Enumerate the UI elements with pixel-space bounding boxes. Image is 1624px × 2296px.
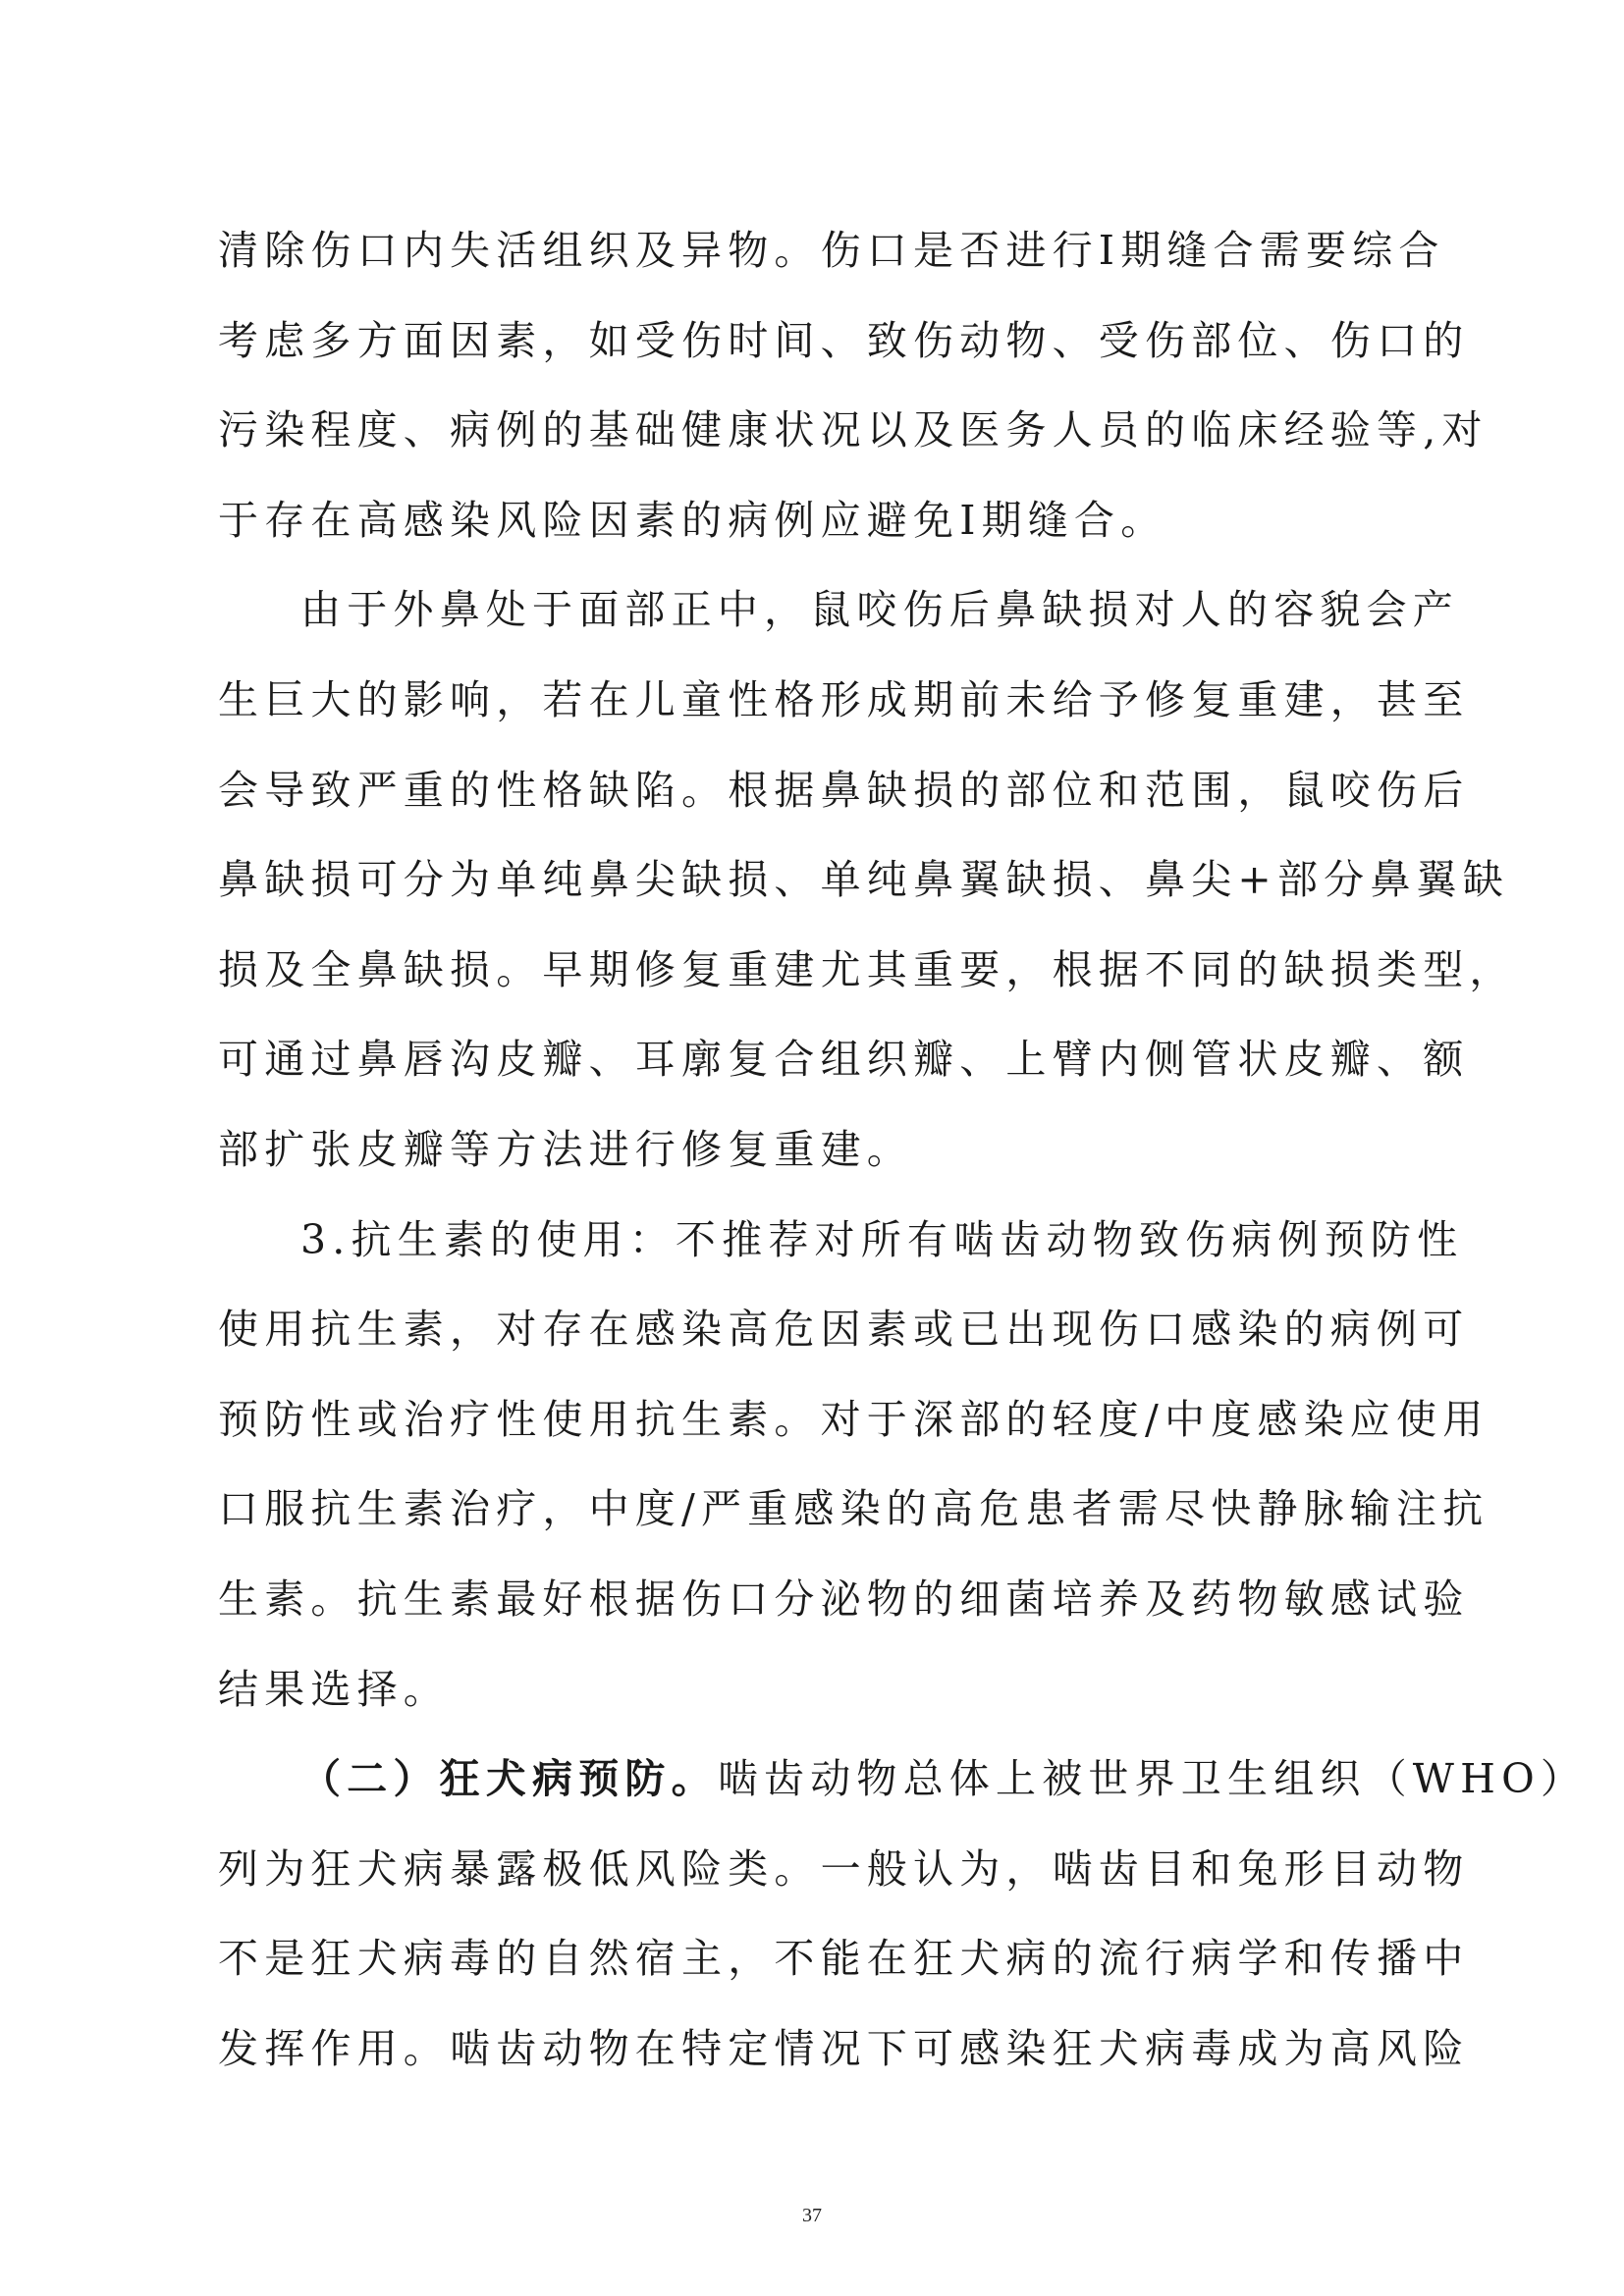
section-heading-rest: 啮齿动物总体上被世界卫生组织（WHO）	[717, 1755, 1588, 1803]
section-heading: （二）狂犬病预防。	[300, 1755, 718, 1803]
text-line: 不是狂犬病毒的自然宿主，不能在狂犬病的流行病学和传播中	[218, 1935, 1470, 1983]
text-line: 列为狂犬病暴露极低风险类。一般认为，啮齿目和兔形目动物	[218, 1844, 1470, 1893]
text-line: 发挥作用。啮齿动物在特定情况下可感染狂犬病毒成为高风险	[218, 2024, 1470, 2072]
text-line: 损及全鼻缺损。早期修复重建尤其重要，根据不同的缺损类型，	[218, 945, 1516, 993]
text-line: 生素。抗生素最好根据伤口分泌物的细菌培养及药物敏感试验	[218, 1575, 1470, 1623]
paragraph-first-line: 3.抗生素的使用：不推荐对所有啮齿动物致伤病例预防性	[300, 1215, 1464, 1263]
text-line: 使用抗生素，对存在感染高危因素或已出现伤口感染的病例可	[218, 1306, 1470, 1354]
text-line: 可通过鼻唇沟皮瓣、耳廓复合组织瓣、上臂内侧管状皮瓣、额	[218, 1036, 1470, 1084]
text-line: 口服抗生素治疗，中度/严重感染的高危患者需尽快静脉输注抗	[218, 1485, 1489, 1533]
text-line: 污染程度、病例的基础健康状况以及医务人员的临床经验等,对	[218, 406, 1489, 454]
text-line: 生巨大的影响，若在儿童性格形成期前未给予修复重建，甚至	[218, 675, 1470, 723]
text-line: 部扩张皮瓣等方法进行修复重建。	[218, 1125, 913, 1173]
text-line: 预防性或治疗性使用抗生素。对于深部的轻度/中度感染应使用	[218, 1395, 1489, 1443]
page-number: 37	[802, 2205, 822, 2226]
section-heading-line	[218, 1735, 1588, 1825]
text-line: 会导致严重的性格缺陷。根据鼻缺损的部位和范围，鼠咬伤后	[218, 766, 1470, 814]
body-text	[218, 206, 1588, 2094]
text-line: 于存在高感染风险因素的病例应避免Ⅰ期缝合。	[218, 496, 1167, 544]
text-line: 考虑多方面因素，如受伤时间、致伤动物、受伤部位、伤口的	[218, 316, 1470, 364]
paragraph-first-line: 由于外鼻处于面部正中，鼠咬伤后鼻缺损对人的容貌会产	[300, 586, 1459, 634]
text-line: 鼻缺损可分为单纯鼻尖缺损、单纯鼻翼缺损、鼻尖+部分鼻翼缺	[218, 856, 1509, 904]
text-line: 结果选择。	[218, 1665, 450, 1713]
text-line: 清除伤口内失活组织及异物。伤口是否进行Ⅰ期缝合需要综合	[218, 227, 1445, 274]
